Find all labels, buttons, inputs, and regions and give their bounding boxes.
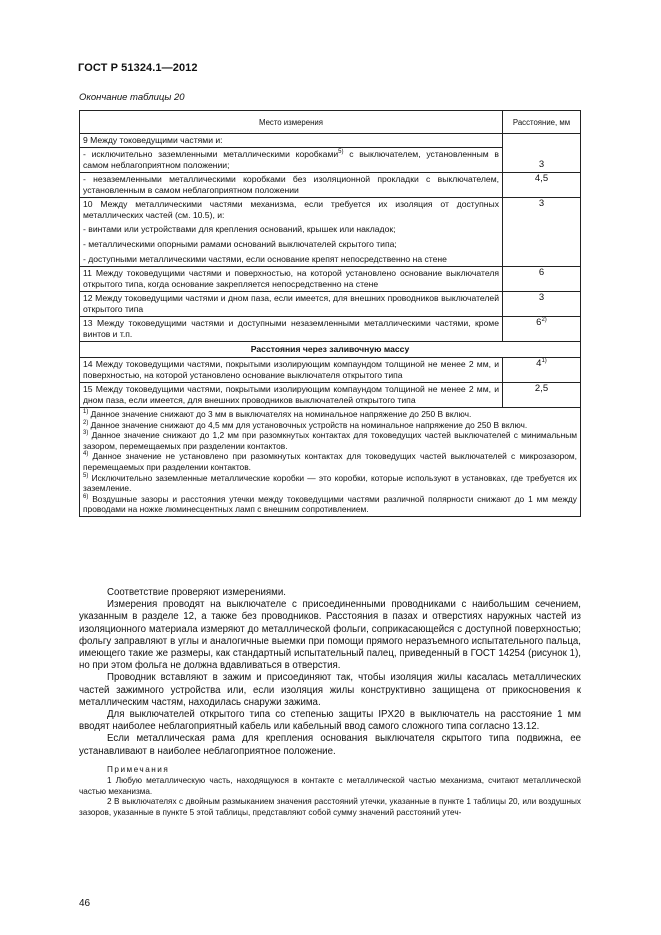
row-10-title: 10 Между металлическими частями механизма, если требуется их изоляция от доступных металлических частей (см. 10.5), и: <box>83 199 499 220</box>
note: 2 В выключателях с двойным размыканием значения расстояний утечки, указанные в пункте 1 таблицы 20, или воздушных зазоров, указанные в пункте 5 этой таблицы, представляют собой сумму значений расстояний утеч- <box>79 797 581 817</box>
row-9b-text: - незаземленными металлическими коробками без изоляционной прокладки с выключателем, установленным в самом неблагоприятном положении <box>80 173 503 198</box>
row-15-text: 15 Между токоведущими частями, покрытыми изолирующим компаундом толщиной не менее 2 мм, и дном паза, если имеется, для внешних проводников выключателей открытого типа <box>80 383 503 408</box>
row-12-text: 12 Между токоведущими частями и дном паза, если имеется, для внешних проводников выключателей открытого типа <box>80 292 503 317</box>
row-10b: - металлическими опорными рамами оснований выключателей скрытого типа; <box>83 239 397 249</box>
footnote <box>83 420 577 431</box>
footnote <box>83 494 577 515</box>
document-header: ГОСТ Р 51324.1—2012 <box>78 62 198 74</box>
row-10c: - доступными металлическими частями, если основание крепят непосредственно на стене <box>83 254 447 264</box>
footnote-text: Данное значение снижают до 4,5 мм для установочных устройств на номинальное напряжение до 250 В включ. <box>88 419 528 430</box>
row-9a-value: 3 <box>503 134 581 173</box>
column-header-place: Место измерения <box>80 111 503 134</box>
row-9a-text-part2: с выключателем, установленным в самом неблагоприятном положении; <box>83 149 499 170</box>
table-row <box>80 198 581 267</box>
row-9a-text-part1: - исключительно заземленными металлическими коробками <box>83 149 339 159</box>
table-row <box>80 292 581 317</box>
table-row <box>80 134 581 148</box>
row-13-value <box>503 317 581 342</box>
row-10a: - винтами или устройствами для крепления оснований, крышек или накладок; <box>83 224 396 234</box>
table-row <box>80 317 581 342</box>
footnote-mark: 5) <box>83 472 89 479</box>
notes-title: Примечания <box>107 764 170 774</box>
body-text <box>79 587 581 818</box>
footnote-text: Данное значение снижают до 3 мм в выключателях на номинальное напряжение до 250 В включ. <box>88 409 472 419</box>
row-13-text: 13 Между токоведущими частями и доступными незаземленными металлическими частями, кроме винтов и т.п. <box>80 317 503 342</box>
footnote-mark: 1) <box>83 409 89 415</box>
paragraph: Для выключателей открытого типа со степенью защиты IPX20 в выключатель на расстояние 1 мм вводят наиболее неблагоприятный кабель или кабельный ввод самого сложного типа согласно 13.12. <box>79 709 581 733</box>
row-9-title: 9 Между токоведущими частями и: <box>80 134 503 148</box>
note: 1 Любую металлическую часть, находящуюся в контакте с металлической частью механизма, считают металлической частью механизма. <box>79 776 581 796</box>
row-14-text: 14 Между токоведущими частями, покрытыми изолирующим компаундом толщиной не менее 2 мм, и поверхностью, на которой установлено основание выключателя открытого типа <box>80 358 503 383</box>
table-caption: Окончание таблицы 20 <box>79 92 185 103</box>
footnote-mark: 6) <box>83 493 89 500</box>
paragraph: Соответствие проверяют измерениями. <box>107 587 286 598</box>
footnote <box>83 473 577 494</box>
paragraph: Проводник вставляют в зажим и присоединяют так, чтобы изоляция жилы касалась металлических частей зажимного устройства или, если изоляция жилы конструктивно защищена от прикосновения к металлическим частям, находилась снаружи зажима. <box>79 672 581 708</box>
row-11-text: 11 Между токоведущими частями и поверхностью, на которой установлено основание выключателя открытого типа, когда основание закрепляется непосредственно на стене <box>80 267 503 292</box>
row-13-number: 6 <box>536 317 542 328</box>
footnote-text: Данное значение снижают до 1,2 мм при разомкнутых контактах для токоведущих частей выключателей с минимальным зазором, перемещаемых при разделении контактов. <box>83 430 577 451</box>
footnote <box>83 409 577 420</box>
footnote <box>83 430 577 451</box>
table-footnotes <box>80 408 581 517</box>
footnote-text: Исключительно заземленные металлические коробки — это коробки, которые используют в установках, где требуется их заземление. <box>83 472 577 494</box>
table-header-row <box>80 111 581 134</box>
footnote-ref: 2) <box>541 317 547 323</box>
footnote-mark: 4) <box>83 451 89 458</box>
footnote-mark: 2) <box>83 419 89 426</box>
footnote-text: Воздушные зазоры и расстояния утечки между токоведущими частями различной полярности снижают до 1 мм между проводами на ножке люминесцентных ламп с внешним сопротивлением. <box>83 493 577 515</box>
row-14-number: 4 <box>536 358 542 369</box>
row-9b-value: 4,5 <box>503 173 581 198</box>
row-12-value: 3 <box>503 292 581 317</box>
table-row <box>80 383 581 408</box>
row-9a-text <box>80 148 503 173</box>
row-14-value <box>503 358 581 383</box>
table-subheader-row <box>80 342 581 358</box>
column-header-distance: Расстояние, мм <box>503 111 581 134</box>
table-row <box>80 267 581 292</box>
table-row <box>80 173 581 198</box>
section-subheading: Расстояния через заливочную массу <box>80 342 581 358</box>
paragraph: Измерения проводят на выключателе с присоединенными проводниками с наибольшим сечением, указанным в разделе 12, а также без проводников. Расстояния в пазах и отверстиях наружных частей из изоляционного материала измеряют до металлической фольги, соприкасающейся с доступной поверхностью; фольгу заправляют в углы и аналогичные выемки при помощи прямого неразъемного испытательного пальца, имеющего такие же размеры, как стандартный испытательный палец, приведенный в ГОСТ 14254 (рисунок 1), но при этом фольга не должна вдавливаться в отверстия. <box>79 599 581 672</box>
paragraph: Если металлическая рама для крепления основания выключателя скрытого типа подвижна, ее устанавливают в наиболее неблагоприятное положение. <box>79 733 581 757</box>
footnote-mark: 3) <box>83 430 89 437</box>
row-10-text <box>80 198 503 267</box>
footnote-text: Данное значение не установлено при разомкнутых контактах для токоведущих частей выключателей с микрозазором, перемещаемых при разделении контактов. <box>83 451 577 472</box>
table-notes-row <box>80 408 581 517</box>
footnote-ref: 1) <box>541 358 547 364</box>
distances-table <box>79 110 581 517</box>
footnote <box>83 451 577 472</box>
row-15-value: 2,5 <box>503 383 581 408</box>
row-11-value: 6 <box>503 267 581 292</box>
footnote-ref: 5) <box>338 149 344 155</box>
row-10-value: 3 <box>503 198 581 267</box>
page-number: 46 <box>79 898 91 909</box>
table-row <box>80 358 581 383</box>
